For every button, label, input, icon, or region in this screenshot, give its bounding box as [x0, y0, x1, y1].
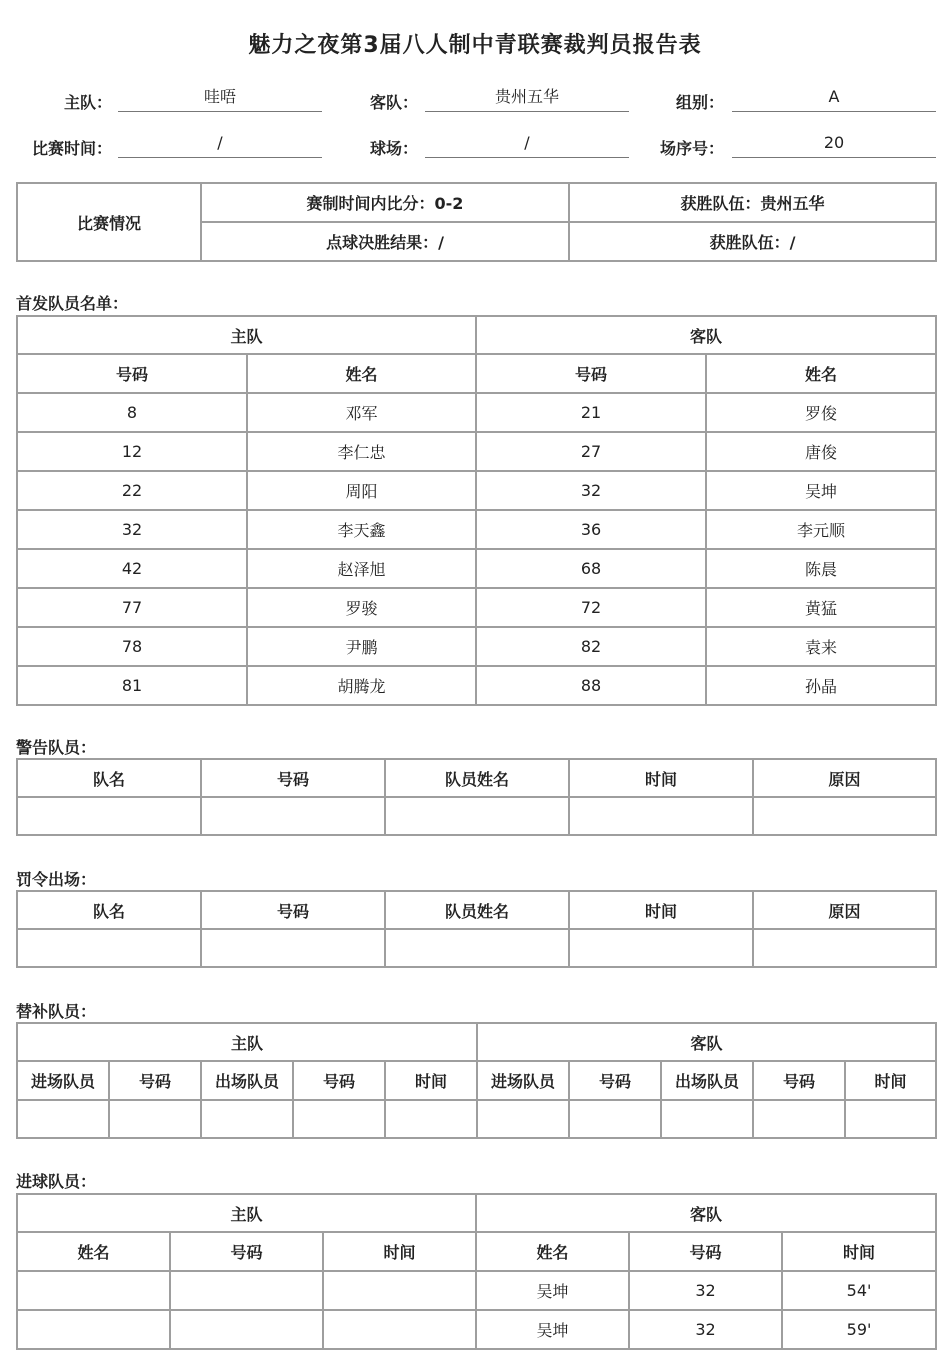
home-player-name: 李仁忠 [247, 432, 476, 471]
subs-table [16, 1022, 937, 1139]
lineup-col-name: 姓名 [247, 354, 476, 393]
subs-home-header: 主队 [17, 1023, 477, 1061]
lineup-col-number: 号码 [17, 354, 247, 393]
home-player-name: 李天鑫 [247, 510, 476, 549]
subs-col-number: 号码 [293, 1061, 385, 1100]
lineup-away-header: 客队 [476, 316, 936, 354]
sendoffs-col-team: 队名 [17, 891, 201, 929]
away-scorer-number: 32 [629, 1310, 782, 1349]
home-scorer-number [170, 1271, 323, 1310]
subs-away-header: 客队 [477, 1023, 936, 1061]
subs-col-number: 号码 [569, 1061, 661, 1100]
table-row [17, 797, 936, 835]
home-player-number: 81 [17, 666, 247, 705]
table-row [17, 393, 936, 432]
info-row-1 [0, 86, 950, 116]
empty-cell[interactable] [385, 1100, 477, 1138]
warnings-table [16, 758, 937, 836]
empty-cell[interactable] [201, 929, 385, 967]
penalty-winner-cell: 获胜队伍：/ [569, 222, 936, 261]
goals-col-time: 时间 [323, 1232, 476, 1271]
away-player-name: 吴坤 [706, 471, 936, 510]
subs-col-in: 进场队员 [17, 1061, 109, 1100]
empty-cell[interactable] [845, 1100, 936, 1138]
warnings-col-reason: 原因 [753, 759, 936, 797]
empty-cell[interactable] [569, 797, 753, 835]
empty-cell[interactable] [17, 929, 201, 967]
away-player-number: 36 [476, 510, 706, 549]
table-row [17, 929, 936, 967]
warnings-col-player: 队员姓名 [385, 759, 569, 797]
lineup-table [16, 315, 937, 706]
group-label: 组别： [675, 93, 724, 112]
goals-home-header: 主队 [17, 1194, 476, 1232]
away-player-number: 68 [476, 549, 706, 588]
empty-cell[interactable] [661, 1100, 753, 1138]
subs-col-out: 出场队员 [201, 1061, 293, 1100]
empty-cell[interactable] [201, 1100, 293, 1138]
subs-col-time: 时间 [845, 1061, 936, 1100]
subs-col-time: 时间 [385, 1061, 477, 1100]
warnings-col-team: 队名 [17, 759, 201, 797]
home-scorer-name [17, 1271, 170, 1310]
table-row [17, 627, 936, 666]
away-team-field[interactable]: 贵州五华 [425, 86, 629, 112]
empty-cell[interactable] [477, 1100, 569, 1138]
empty-cell[interactable] [753, 929, 936, 967]
goals-col-time: 时间 [782, 1232, 936, 1271]
sendoffs-col-reason: 原因 [753, 891, 936, 929]
away-player-name: 罗俊 [706, 393, 936, 432]
table-row [17, 1100, 936, 1138]
empty-cell[interactable] [753, 797, 936, 835]
goals-col-name: 姓名 [17, 1232, 170, 1271]
page-title: 魅力之夜第3届八人制中青联赛裁判员报告表 [248, 33, 702, 58]
home-goal-time [323, 1271, 476, 1310]
match-time-field[interactable]: / [118, 132, 322, 158]
sendoffs-col-time: 时间 [569, 891, 753, 929]
home-player-number: 8 [17, 393, 247, 432]
empty-cell[interactable] [109, 1100, 201, 1138]
away-scorer-name: 吴坤 [476, 1310, 629, 1349]
table-row [17, 471, 936, 510]
empty-cell[interactable] [753, 1100, 845, 1138]
away-player-number: 88 [476, 666, 706, 705]
home-player-number: 12 [17, 432, 247, 471]
away-player-number: 32 [476, 471, 706, 510]
group-field[interactable]: A [732, 86, 936, 112]
table-row [17, 588, 936, 627]
table-row [17, 1310, 936, 1349]
goals-table [16, 1193, 937, 1350]
sendoffs-table [16, 890, 937, 968]
empty-cell[interactable] [385, 797, 569, 835]
match-no-label: 场序号： [659, 139, 724, 158]
home-player-number: 78 [17, 627, 247, 666]
home-player-name: 尹鹏 [247, 627, 476, 666]
goals-col-name: 姓名 [476, 1232, 629, 1271]
match-status-label: 比赛情况 [17, 183, 201, 261]
lineup-home-header: 主队 [17, 316, 476, 354]
goals-away-header: 客队 [476, 1194, 936, 1232]
home-player-name: 周阳 [247, 471, 476, 510]
home-player-number: 77 [17, 588, 247, 627]
home-player-name: 罗骏 [247, 588, 476, 627]
away-scorer-name: 吴坤 [476, 1271, 629, 1310]
goals-label: 进球队员： [16, 1172, 97, 1191]
warnings-label: 警告队员： [16, 738, 97, 757]
empty-cell[interactable] [201, 797, 385, 835]
winner-cell: 获胜队伍：贵州五华 [569, 183, 936, 222]
subs-col-in: 进场队员 [477, 1061, 569, 1100]
home-player-name: 邓军 [247, 393, 476, 432]
away-player-number: 21 [476, 393, 706, 432]
home-player-name: 赵泽旭 [247, 549, 476, 588]
empty-cell[interactable] [385, 929, 569, 967]
lineup-label: 首发队员名单： [16, 294, 129, 313]
info-row-2 [0, 132, 950, 162]
warnings-col-number: 号码 [201, 759, 385, 797]
table-row [17, 666, 936, 705]
sendoffs-col-player: 队员姓名 [385, 891, 569, 929]
home-goal-time [323, 1310, 476, 1349]
away-player-number: 27 [476, 432, 706, 471]
penalty-result-cell: 点球决胜结果：/ [201, 222, 569, 261]
subs-col-number: 号码 [109, 1061, 201, 1100]
table-row [17, 549, 936, 588]
away-player-name: 袁来 [706, 627, 936, 666]
table-row [17, 1271, 936, 1310]
goals-col-number: 号码 [629, 1232, 782, 1271]
table-row [17, 432, 936, 471]
empty-cell[interactable] [569, 929, 753, 967]
empty-cell[interactable] [17, 797, 201, 835]
subs-col-out: 出场队员 [661, 1061, 753, 1100]
match-no-field[interactable]: 20 [732, 132, 936, 158]
home-player-number: 32 [17, 510, 247, 549]
away-player-number: 72 [476, 588, 706, 627]
venue-label: 球场： [369, 139, 418, 158]
away-player-name: 孙晶 [706, 666, 936, 705]
home-player-number: 22 [17, 471, 247, 510]
subs-label: 替补队员： [16, 1002, 97, 1021]
away-player-name: 陈晨 [706, 549, 936, 588]
empty-cell[interactable] [569, 1100, 661, 1138]
venue-field[interactable]: / [425, 132, 629, 158]
goals-col-number: 号码 [170, 1232, 323, 1271]
away-scorer-number: 32 [629, 1271, 782, 1310]
warnings-col-time: 时间 [569, 759, 753, 797]
empty-cell[interactable] [293, 1100, 385, 1138]
score-cell: 赛制时间内比分：0-2 [201, 183, 569, 222]
sendoffs-label: 罚令出场： [16, 870, 97, 889]
lineup-col-number: 号码 [476, 354, 706, 393]
empty-cell[interactable] [17, 1100, 109, 1138]
away-player-number: 82 [476, 627, 706, 666]
home-team-field[interactable]: 哇唔 [118, 86, 322, 112]
home-label: 主队： [63, 93, 112, 112]
home-player-number: 42 [17, 549, 247, 588]
lineup-col-name: 姓名 [706, 354, 936, 393]
home-player-name: 胡腾龙 [247, 666, 476, 705]
subs-col-number: 号码 [753, 1061, 845, 1100]
sendoffs-col-number: 号码 [201, 891, 385, 929]
away-label: 客队： [369, 93, 418, 112]
away-goal-time: 59' [782, 1310, 936, 1349]
table-row [17, 510, 936, 549]
match-status-table [16, 182, 937, 262]
away-player-name: 李元顺 [706, 510, 936, 549]
home-scorer-number [170, 1310, 323, 1349]
time-label: 比赛时间： [31, 139, 112, 158]
away-player-name: 唐俊 [706, 432, 936, 471]
home-scorer-name [17, 1310, 170, 1349]
away-player-name: 黄猛 [706, 588, 936, 627]
away-goal-time: 54' [782, 1271, 936, 1310]
